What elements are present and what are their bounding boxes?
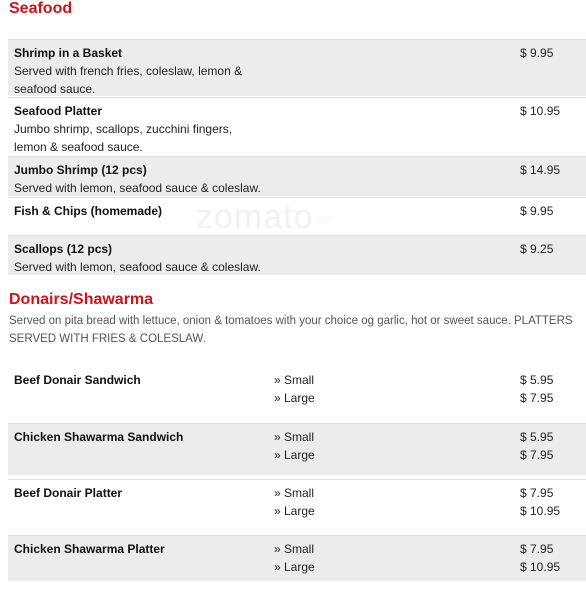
size-option-large: » Large: [274, 560, 315, 574]
item-price: $ 9.95: [520, 204, 554, 218]
menu-item-row: [8, 423, 586, 475]
item-name: Shrimp in a Basket: [14, 46, 123, 60]
item-description: Served with lemon, seafood sauce & coleslaw.: [14, 260, 261, 274]
size-option-small: » Small: [274, 542, 315, 556]
variant-price: $ 7.95: [520, 486, 554, 500]
item-price: $ 9.25: [520, 242, 554, 256]
item-price: $ 10.95: [520, 104, 561, 118]
item-name: Fish & Chips (homemade): [14, 204, 163, 218]
item-name: Seafood Platter: [14, 104, 103, 118]
item-name: Chicken Shawarma Sandwich: [14, 430, 184, 444]
item-name: Scallops (12 pcs): [14, 242, 113, 256]
item-description: Served with lemon, seafood sauce & coleslaw.: [14, 181, 261, 195]
size-option-large: » Large: [274, 391, 315, 405]
variant-price: $ 5.95: [520, 430, 554, 444]
size-option-large: » Large: [274, 448, 315, 462]
variant-price: $ 10.95: [520, 560, 561, 574]
section-intro: Served on pita bread with lettuce, onion & tomatoes with your choice og garlic, hot or sweet sauce. PLATTERS SERVED WITH FRIES & COLESLAW.: [9, 315, 573, 345]
variant-price: $ 7.95: [520, 542, 554, 556]
variant-price: $ 7.95: [520, 391, 554, 405]
menu-item-row: [8, 39, 586, 96]
menu-item-row: [8, 156, 586, 196]
item-description: Served with french fries, coleslaw, lemon & seafood sauce.: [14, 64, 243, 96]
item-price: $ 9.95: [520, 46, 554, 60]
section-title-donairs: Donairs/Shawarma: [9, 291, 154, 308]
variant-price: $ 10.95: [520, 504, 561, 518]
variant-price: $ 7.95: [520, 448, 554, 462]
variant-price: $ 5.95: [520, 373, 554, 387]
menu-item-row: [8, 535, 586, 581]
size-option-large: » Large: [274, 504, 315, 518]
size-option-small: » Small: [274, 373, 315, 387]
item-name: Jumbo Shrimp (12 pcs): [14, 163, 147, 177]
item-name: Beef Donair Sandwich: [14, 373, 141, 387]
size-option-small: » Small: [274, 430, 315, 444]
item-description: Jumbo shrimp, scallops, zucchini fingers, lemon & seafood sauce.: [14, 122, 233, 154]
item-name: Chicken Shawarma Platter: [14, 542, 165, 556]
menu-item-row: [8, 97, 586, 155]
size-option-small: » Small: [274, 486, 315, 500]
menu-item-row: [8, 197, 586, 235]
section-title-seafood: Seafood: [9, 0, 73, 17]
menu-item-row: [8, 367, 586, 419]
menu-item-row: [8, 235, 586, 275]
item-price: $ 14.95: [520, 163, 561, 177]
item-name: Beef Donair Platter: [14, 486, 123, 500]
menu-item-row: [8, 479, 586, 531]
